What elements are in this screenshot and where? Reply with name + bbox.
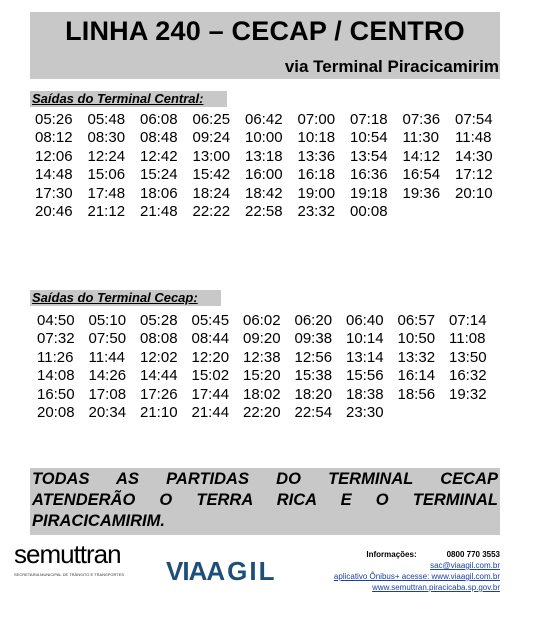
departure-time: 20:08	[37, 403, 75, 421]
viagil-via: VIA	[166, 556, 207, 586]
departure-time: 14:48	[35, 166, 73, 184]
schedule-row	[37, 330, 501, 348]
departure-time: 06:20	[294, 312, 333, 329]
departure-time: 12:20	[191, 348, 230, 366]
departure-time: 07:36	[402, 111, 441, 128]
departure-time: 08:08	[140, 330, 178, 348]
departure-time: 12:38	[243, 348, 281, 366]
schedule-row	[37, 312, 501, 330]
semuttran-tagline: SECRETARIA MUNICIPAL DE TRÂNSITO E TRANSPORTES	[14, 572, 125, 577]
departure-time: 19:36	[402, 184, 441, 202]
info-label: Informações:	[366, 550, 417, 559]
section-heading-central: Saídas do Terminal Central:	[30, 91, 227, 107]
departure-time: 15:24	[140, 166, 178, 184]
viagil-agil: AGIL	[206, 556, 277, 586]
departure-time: 17:48	[87, 184, 126, 202]
departure-time: 13:50	[449, 348, 487, 366]
info-app-link[interactable]: aplicativo Ônibus+ acesse: www.viaagil.com.br	[333, 572, 500, 581]
departure-time: 18:02	[243, 385, 281, 403]
departure-time: 16:00	[245, 166, 283, 184]
departure-time: 11:30	[402, 129, 439, 147]
departure-time: 07:14	[449, 312, 487, 329]
schedule-row	[37, 367, 501, 385]
departure-time: 21:44	[191, 403, 230, 421]
departure-time: 16:32	[449, 367, 487, 385]
departure-time: 11:48	[455, 129, 492, 147]
departure-time: 12:02	[140, 348, 178, 366]
schedule-row	[35, 203, 508, 221]
departure-time: 04:50	[37, 312, 75, 329]
departure-time: 22:20	[243, 403, 281, 421]
departure-time: 11:26	[37, 348, 74, 366]
departure-time: 13:54	[350, 147, 388, 165]
departure-time: 08:44	[191, 330, 230, 348]
schedule-grid-cecap	[37, 312, 501, 422]
departure-time: 06:25	[192, 111, 231, 128]
departure-time: 21:48	[140, 202, 178, 220]
semuttran-wordmark: semuttran	[14, 539, 121, 569]
departure-time: 12:56	[294, 348, 333, 366]
departure-time: 07:00	[297, 111, 336, 128]
departure-time: 19:32	[449, 385, 487, 403]
schedule-row	[35, 185, 508, 203]
departure-time: 18:42	[245, 184, 283, 202]
departure-time: 13:18	[245, 147, 283, 165]
schedule-row	[37, 349, 501, 367]
departure-time: 12:24	[87, 147, 126, 165]
departure-time: 08:30	[87, 129, 126, 147]
departure-time: 10:18	[297, 129, 336, 147]
notice-line: PIRACICAMIRIM.	[32, 512, 165, 530]
departure-time: 11:44	[88, 348, 125, 366]
departure-time: 15:20	[243, 367, 281, 385]
notice-box	[30, 468, 500, 535]
departure-time: 15:06	[87, 166, 126, 184]
departure-time: 11:08	[449, 330, 486, 348]
departure-time: 06:42	[245, 111, 283, 128]
departure-time: 13:36	[297, 147, 336, 165]
departure-time: 22:54	[294, 403, 333, 421]
departure-time: 07:54	[455, 111, 493, 128]
info-email-link[interactable]: sac@viaagil.com.br	[430, 561, 500, 570]
departure-time: 09:20	[243, 330, 281, 348]
departure-time: 17:30	[35, 184, 73, 202]
departure-time: 23:32	[297, 202, 336, 220]
departure-time: 16:36	[350, 166, 388, 184]
info-phone: 0800 770 3553	[446, 550, 500, 559]
page-subtitle: via Terminal Piracicamirim	[284, 57, 499, 76]
departure-time: 15:38	[294, 367, 333, 385]
schedule-row	[35, 111, 508, 129]
departure-time: 06:57	[397, 312, 436, 329]
page-title: LINHA 240 – CECAP / CENTRO	[65, 16, 465, 46]
departure-time: 06:08	[140, 111, 178, 128]
schedule-row	[35, 148, 508, 166]
departure-time: 16:50	[37, 385, 75, 403]
departure-time: 08:12	[35, 129, 73, 147]
departure-time: 16:54	[402, 166, 441, 184]
departure-time: 20:34	[88, 403, 127, 421]
departure-time: 22:22	[192, 202, 231, 220]
departure-time: 18:38	[346, 385, 384, 403]
departure-time: 05:45	[191, 312, 230, 329]
departure-time: 17:12	[455, 166, 493, 184]
departure-time: 16:14	[397, 367, 436, 385]
departure-time: 17:26	[140, 385, 178, 403]
departure-time: 08:48	[140, 129, 178, 147]
departure-time: 15:02	[191, 367, 230, 385]
departure-time: 05:48	[87, 111, 126, 128]
departure-time: 18:20	[294, 385, 333, 403]
departure-time: 18:06	[140, 184, 178, 202]
departure-time: 21:12	[87, 202, 126, 220]
notice-line: TODAS AS PARTIDAS DO TERMINAL CECAP	[32, 470, 498, 488]
departure-time: 10:00	[245, 129, 283, 147]
viagil-logo	[166, 556, 276, 587]
departure-time: 07:18	[350, 111, 388, 128]
departure-time: 10:14	[346, 330, 384, 348]
departure-time: 15:56	[346, 367, 384, 385]
departure-time: 12:06	[35, 147, 73, 165]
departure-time: 13:00	[192, 147, 231, 165]
departure-time: 09:24	[192, 129, 231, 147]
departure-time: 07:32	[37, 330, 75, 348]
departure-time: 05:28	[140, 312, 178, 329]
departure-time: 20:46	[35, 202, 73, 220]
contact-info	[334, 549, 500, 593]
departure-time: 14:12	[402, 147, 441, 165]
schedule-row	[37, 386, 501, 404]
departure-time: 16:18	[297, 166, 336, 184]
departure-time: 15:42	[192, 166, 231, 184]
departure-time: 14:26	[88, 367, 127, 385]
departure-time: 18:56	[397, 385, 436, 403]
departure-time: 17:44	[191, 385, 230, 403]
departure-time: 09:38	[294, 330, 333, 348]
departure-time: 19:00	[297, 184, 336, 202]
schedule-row	[35, 129, 508, 147]
departure-time: 20:10	[455, 184, 493, 202]
departure-time: 07:50	[88, 330, 127, 348]
info-site-link[interactable]: www.semuttran.piracicaba.sp.gov.br	[372, 583, 500, 592]
departure-time: 17:08	[88, 385, 127, 403]
departure-time: 00:08	[350, 202, 388, 220]
departure-time: 19:18	[350, 184, 388, 202]
departure-time: 06:40	[346, 312, 384, 329]
departure-time: 13:32	[397, 348, 436, 366]
departure-time: 14:08	[37, 367, 75, 385]
departure-time: 23:30	[346, 403, 384, 421]
departure-time: 05:10	[88, 312, 127, 329]
departure-time: 12:42	[140, 147, 178, 165]
departure-time: 06:02	[243, 312, 281, 329]
departure-time: 21:10	[140, 403, 178, 421]
departure-time: 14:44	[140, 367, 178, 385]
departure-time: 18:24	[192, 184, 231, 202]
semuttran-logo	[14, 539, 125, 577]
departure-time: 10:54	[350, 129, 388, 147]
departure-time: 10:50	[397, 330, 436, 348]
departure-time: 22:58	[245, 202, 283, 220]
schedule-row	[35, 166, 508, 184]
departure-time: 05:26	[35, 111, 73, 128]
notice-line: ATENDERÃO O TERRA RICA E O TERMINAL	[32, 491, 498, 509]
departure-time: 14:30	[455, 147, 493, 165]
schedule-grid-central	[35, 111, 508, 221]
departure-time: 13:14	[346, 348, 384, 366]
section-heading-cecap: Saídas do Terminal Cecap:	[30, 290, 221, 306]
schedule-row	[37, 404, 501, 422]
